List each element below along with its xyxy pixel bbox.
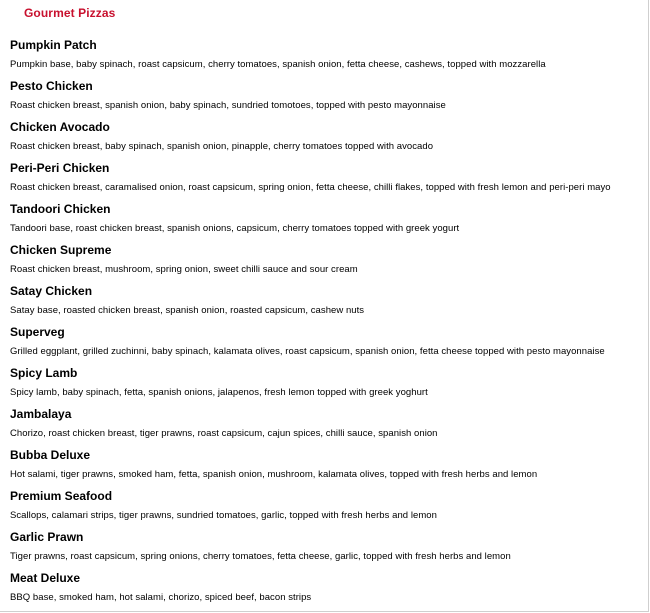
menu-item-name: Premium Seafood <box>10 489 113 503</box>
menu-item-description: Roast chicken breast, spanish onion, baby spinach, sundried tomotoes, topped with pesto mayonnaise <box>10 100 446 111</box>
menu-item-name: Peri-Peri Chicken <box>10 161 110 175</box>
menu-item-name: Superveg <box>10 325 65 339</box>
menu-item <box>10 569 644 610</box>
menu-item-description: Spicy lamb, baby spinach, fetta, spanish onions, jalapenos, fresh lemon topped with greek yoghurt <box>10 387 428 398</box>
menu-item-name: Bubba Deluxe <box>10 448 91 462</box>
menu-item <box>10 446 644 487</box>
section-heading: Gourmet Pizzas <box>24 6 116 20</box>
menu-item-name: Tandoori Chicken <box>10 202 111 216</box>
menu-item-name: Satay Chicken <box>10 284 93 298</box>
menu-item <box>10 200 644 241</box>
menu-item-description: Chorizo, roast chicken breast, tiger prawns, roast capsicum, cajun spices, chilli sauce, spanish onion <box>10 428 438 439</box>
menu-item <box>10 159 644 200</box>
menu-item-name: Meat Deluxe <box>10 571 81 585</box>
menu-item-name: Garlic Prawn <box>10 530 84 544</box>
menu-item <box>10 528 644 569</box>
menu-item-list <box>10 36 644 610</box>
menu-item-description: Scallops, calamari strips, tiger prawns, sundried tomatoes, garlic, topped with fresh herbs and lemon <box>10 510 437 521</box>
menu-item-description: Hot salami, tiger prawns, smoked ham, fetta, spanish onion, mushroom, kalamata olives, topped with fresh herbs and lemon <box>10 469 538 480</box>
menu-item <box>10 77 644 118</box>
menu-item <box>10 487 644 528</box>
menu-item-description: Pumpkin base, baby spinach, roast capsicum, cherry tomatoes, spanish onion, fetta cheese, cashews, topped with mozzarella <box>10 59 546 70</box>
menu-item-name: Pumpkin Patch <box>10 38 97 52</box>
menu-item-description: Roast chicken breast, mushroom, spring onion, sweet chilli sauce and sour cream <box>10 264 358 275</box>
menu-item-description: BBQ base, smoked ham, hot salami, chorizo, spiced beef, bacon strips <box>10 592 312 603</box>
menu-item-name: Pesto Chicken <box>10 79 93 93</box>
menu-item <box>10 405 644 446</box>
menu-item-name: Chicken Avocado <box>10 120 110 134</box>
menu-item-description: Tiger prawns, roast capsicum, spring onions, cherry tomatoes, fetta cheese, garlic, topped with fresh herbs and lemon <box>10 551 511 562</box>
menu-item-description: Grilled eggplant, grilled zuchinni, baby spinach, kalamata olives, roast capsicum, spanish onion, fetta cheese topped with pesto mayonnaise <box>10 346 605 357</box>
menu-item <box>10 323 644 364</box>
menu-item-name: Spicy Lamb <box>10 366 78 380</box>
menu-item <box>10 118 644 159</box>
menu-item-description: Satay base, roasted chicken breast, spanish onion, roasted capsicum, cashew nuts <box>10 305 365 316</box>
menu-item <box>10 241 644 282</box>
menu-item <box>10 282 644 323</box>
menu-item-description: Roast chicken breast, baby spinach, spanish onion, pinapple, cherry tomatoes topped with avocado <box>10 141 434 152</box>
menu-item-description: Tandoori base, roast chicken breast, spanish onions, capsicum, cherry tomatoes topped with greek yogurt <box>10 223 460 234</box>
menu-item <box>10 36 644 77</box>
menu-item-name: Jambalaya <box>10 407 72 421</box>
menu-item-description: Roast chicken breast, caramalised onion, roast capsicum, spring onion, fetta cheese, chilli flakes, topped with fresh lemon and peri-peri mayo <box>10 182 611 193</box>
menu-item-name: Chicken Supreme <box>10 243 112 257</box>
menu-item <box>10 364 644 405</box>
